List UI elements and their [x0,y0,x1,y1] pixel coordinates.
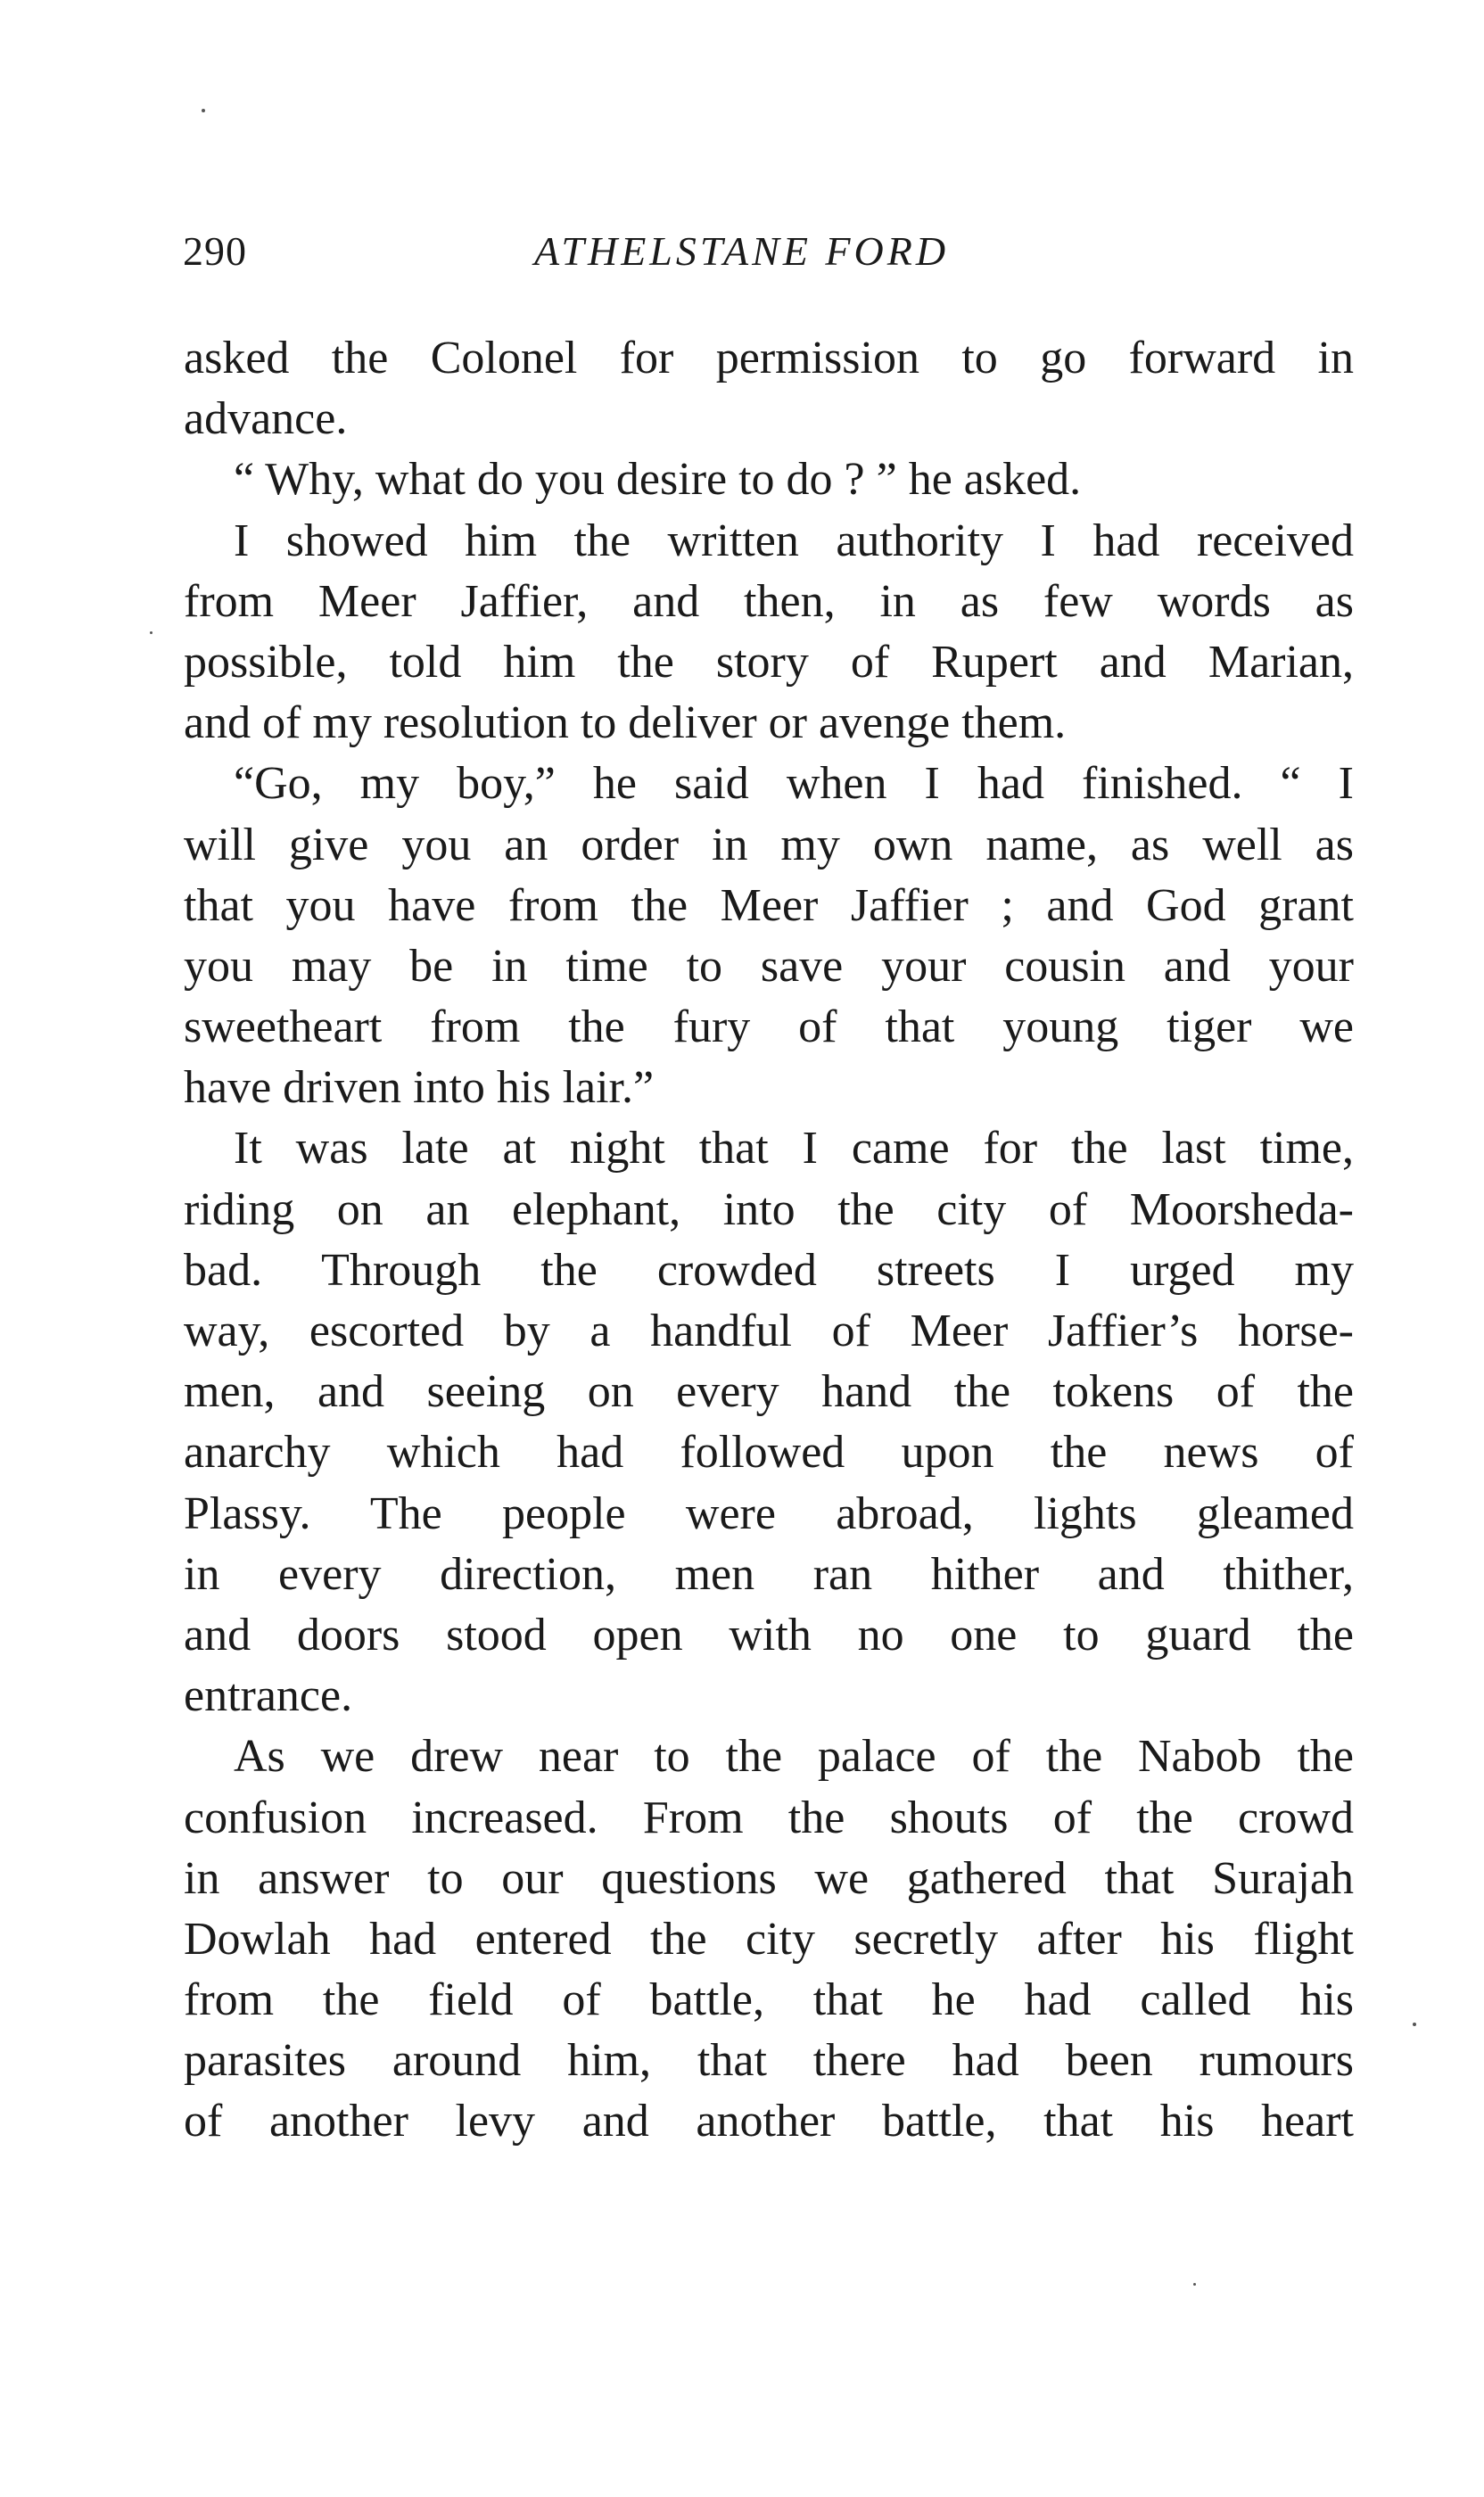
text-line: have driven into his lair.” [184,1062,655,1114]
text-line: parasites around him, that there had been rumours [184,2035,1354,2087]
text-line: of another levy and another battle, that his heart [184,2096,1354,2147]
text-line: “Go, my boy,” he said when I had finished. “ I [234,758,1354,810]
text-line: riding on an elephant, into the city of Moorsheda- [184,1183,1354,1235]
text-line: As we drew near to the palace of the Nabob the [234,1731,1354,1783]
text-line: advance. [184,393,348,445]
scan-speck [150,631,153,634]
page-header [183,227,1360,290]
text-line: anarchy which had followed upon the news of [184,1427,1354,1479]
text-line: entrance. [184,1670,353,1722]
text-line: from the field of battle, that he had called his [184,1974,1354,2026]
text-line: and doors stood open with no one to guard the [184,1609,1354,1661]
text-line: “ Why, what do you desire to do ? ” he asked. [234,454,1082,506]
scan-speck [202,109,205,112]
text-line: Dowlah had entered the city secretly after his flight [184,1913,1354,1965]
text-line: in every direction, men ran hither and thither, [184,1548,1354,1600]
text-line: men, and seeing on every hand the tokens of the [184,1366,1354,1418]
text-line: you may be in time to save your cousin and your [184,940,1354,992]
text-line: Plassy. The people were abroad, lights gleamed [184,1487,1354,1539]
text-line: possible, told him the story of Rupert and Marian, [184,636,1354,688]
text-line: bad. Through the crowded streets I urged my [184,1244,1354,1296]
text-line: way, escorted by a handful of Meer Jaffier’s horse- [184,1306,1354,1356]
text-line: asked the Colonel for permission to go forward in [184,333,1354,383]
text-line: sweetheart from the fury of that young tiger we [184,1001,1354,1053]
text-line: from Meer Jaffier, and then, in as few words as [184,575,1354,627]
text-line: will give you an order in my own name, as well as [184,819,1354,870]
scan-speck [1413,2023,1416,2026]
running-title: ATHELSTANE FORD [534,228,950,274]
text-line: confusion increased. From the shouts of the crowd [184,1792,1354,1843]
text-line: that you have from the Meer Jaffier ; and God grant [184,879,1354,931]
scan-speck [1193,2283,1196,2286]
text-line: It was late at night that I came for the last time, [234,1123,1354,1174]
body-text [184,328,1354,2153]
text-line: in answer to our questions we gathered that Surajah [184,1852,1354,1904]
text-line: I showed him the written authority I had received [234,515,1354,566]
page-number: 290 [183,228,247,274]
text-line: and of my resolution to deliver or avenge them. [184,697,1067,749]
